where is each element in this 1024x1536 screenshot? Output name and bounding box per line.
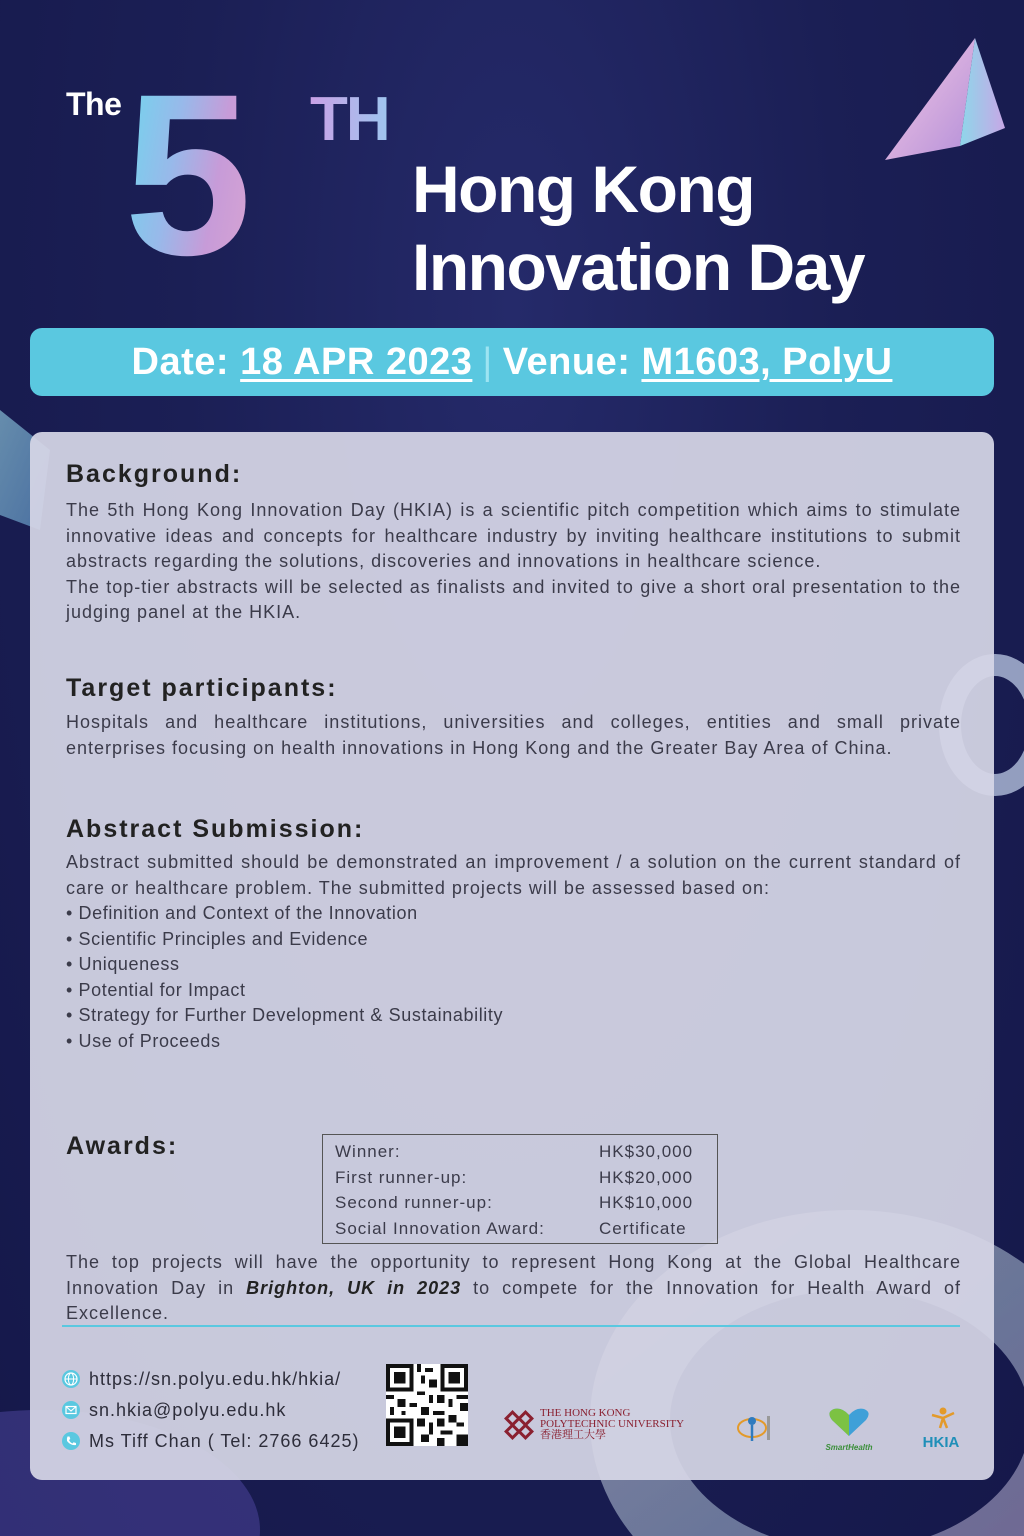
award-label: Second runner-up: xyxy=(335,1193,493,1212)
title-line-1: Hong Kong xyxy=(412,152,755,226)
abstract-section xyxy=(66,815,961,1054)
background-section xyxy=(66,460,961,626)
pyramid-decoration xyxy=(880,28,1010,168)
website-link[interactable]: https://sn.polyu.edu.hk/hkia/ xyxy=(89,1368,342,1389)
phone-icon xyxy=(62,1432,80,1450)
heart-icon xyxy=(824,1406,874,1438)
date-label: Date: xyxy=(131,340,230,383)
closing-emphasis: Brighton, UK in 2023 xyxy=(246,1277,462,1298)
award-value: Certificate xyxy=(599,1218,687,1238)
qr-code[interactable] xyxy=(386,1364,468,1446)
phone-contact: Ms Tiff Chan ( Tel: 2766 6425) xyxy=(89,1430,360,1451)
polyu-name-chinese: 香港理工大學 xyxy=(540,1429,606,1441)
header-number: 5 xyxy=(124,46,248,303)
award-row xyxy=(335,1190,707,1216)
background-paragraph-1: The 5th Hong Kong Innovation Day (HKIA) is a scientific pitch competition which aims to stimulate innovative ideas and concepts for healthcare industry by inviting healthcare institutions to submit abstracts regarding the solutions, discoveries and innovations in healthcare science. xyxy=(66,500,961,571)
award-value: HK$20,000 xyxy=(599,1167,694,1187)
hkia-logo xyxy=(916,1406,966,1452)
criteria-item: • Uniqueness xyxy=(66,952,961,978)
background-paragraph-2: The top-tier abstracts will be selected as finalists and invited to give a short oral presentation to the judging panel at the HKIA. xyxy=(66,576,961,622)
award-label: Social Innovation Award: xyxy=(335,1218,545,1238)
header-the: The xyxy=(66,86,122,122)
event-title xyxy=(412,150,864,306)
award-value: HK$10,000 xyxy=(599,1193,694,1212)
title-line-2: Innovation Day xyxy=(412,230,865,304)
target-text: Hospitals and healthcare institutions, universities and colleges, entities and small private enterprises focusing on health innovations in Hong Kong and the Greater Bay Area of China. xyxy=(66,712,961,758)
divider xyxy=(62,1325,960,1327)
website-row[interactable] xyxy=(62,1364,359,1394)
email-row[interactable] xyxy=(62,1395,359,1425)
phone-row xyxy=(62,1426,359,1456)
abstract-intro: Abstract submitted should be demonstrated an improvement / a solution on the current standard of care or healthcare problem. The submitted projects will be assessed based on: xyxy=(66,852,961,898)
date-value: 18 APR 2023 xyxy=(240,340,473,383)
award-row xyxy=(335,1139,707,1165)
venue-label: Venue: xyxy=(502,340,631,383)
awards-heading: Awards: xyxy=(66,1132,179,1160)
content-panel xyxy=(30,432,994,1480)
sponsor-logos xyxy=(504,1402,964,1462)
award-label: First runner-up: xyxy=(335,1167,468,1187)
email-link[interactable]: sn.hkia@polyu.edu.hk xyxy=(89,1399,287,1420)
criteria-list xyxy=(66,901,961,1054)
polyu-name xyxy=(540,1408,684,1441)
abstract-heading: Abstract Submission: xyxy=(66,815,365,843)
closing-before: The top projects will have the opportunity to represent Hong Kong at the Global Healthcare Innovation Day in xyxy=(66,1252,961,1298)
contact-info xyxy=(62,1364,359,1457)
separator: | xyxy=(482,340,493,383)
nursing-logo-icon xyxy=(734,1408,774,1448)
award-value: HK$30,000 xyxy=(599,1142,694,1161)
mail-icon xyxy=(62,1401,80,1419)
award-row xyxy=(335,1216,707,1242)
polyu-name-line-1: THE HONG KONG xyxy=(540,1407,631,1419)
target-heading: Target participants: xyxy=(66,674,338,702)
smarthealth-logo xyxy=(824,1406,874,1452)
award-row xyxy=(335,1165,707,1191)
criteria-item: • Use of Proceeds xyxy=(66,1029,961,1055)
closing-text xyxy=(66,1250,961,1327)
venue-value: M1603, PolyU xyxy=(641,340,893,383)
awards-table xyxy=(322,1134,718,1244)
background-heading: Background: xyxy=(66,460,243,488)
smarthealth-label: SmartHealth xyxy=(825,1443,873,1452)
polyu-emblem-icon xyxy=(504,1410,534,1440)
closing-after: to compete for the Innovation for Health Award of Excellence. xyxy=(66,1277,961,1323)
criteria-item: • Potential for Impact xyxy=(66,978,961,1004)
globe-icon xyxy=(62,1370,80,1388)
criteria-item: • Definition and Context of the Innovation xyxy=(66,901,961,927)
date-venue-bar xyxy=(30,328,994,396)
award-label: Winner: xyxy=(335,1142,401,1161)
criteria-item: • Scientific Principles and Evidence xyxy=(66,927,961,953)
header-suffix: TH xyxy=(310,85,389,154)
hkia-figure-icon xyxy=(916,1406,966,1430)
polyu-logo xyxy=(504,1408,684,1441)
polyu-name-line-2: POLYTECHNIC UNIVERSITY xyxy=(540,1418,685,1430)
criteria-item: • Strategy for Further Development & Sustainability xyxy=(66,1003,961,1029)
hkia-label: HKIA xyxy=(922,1434,960,1451)
target-section xyxy=(66,674,961,761)
